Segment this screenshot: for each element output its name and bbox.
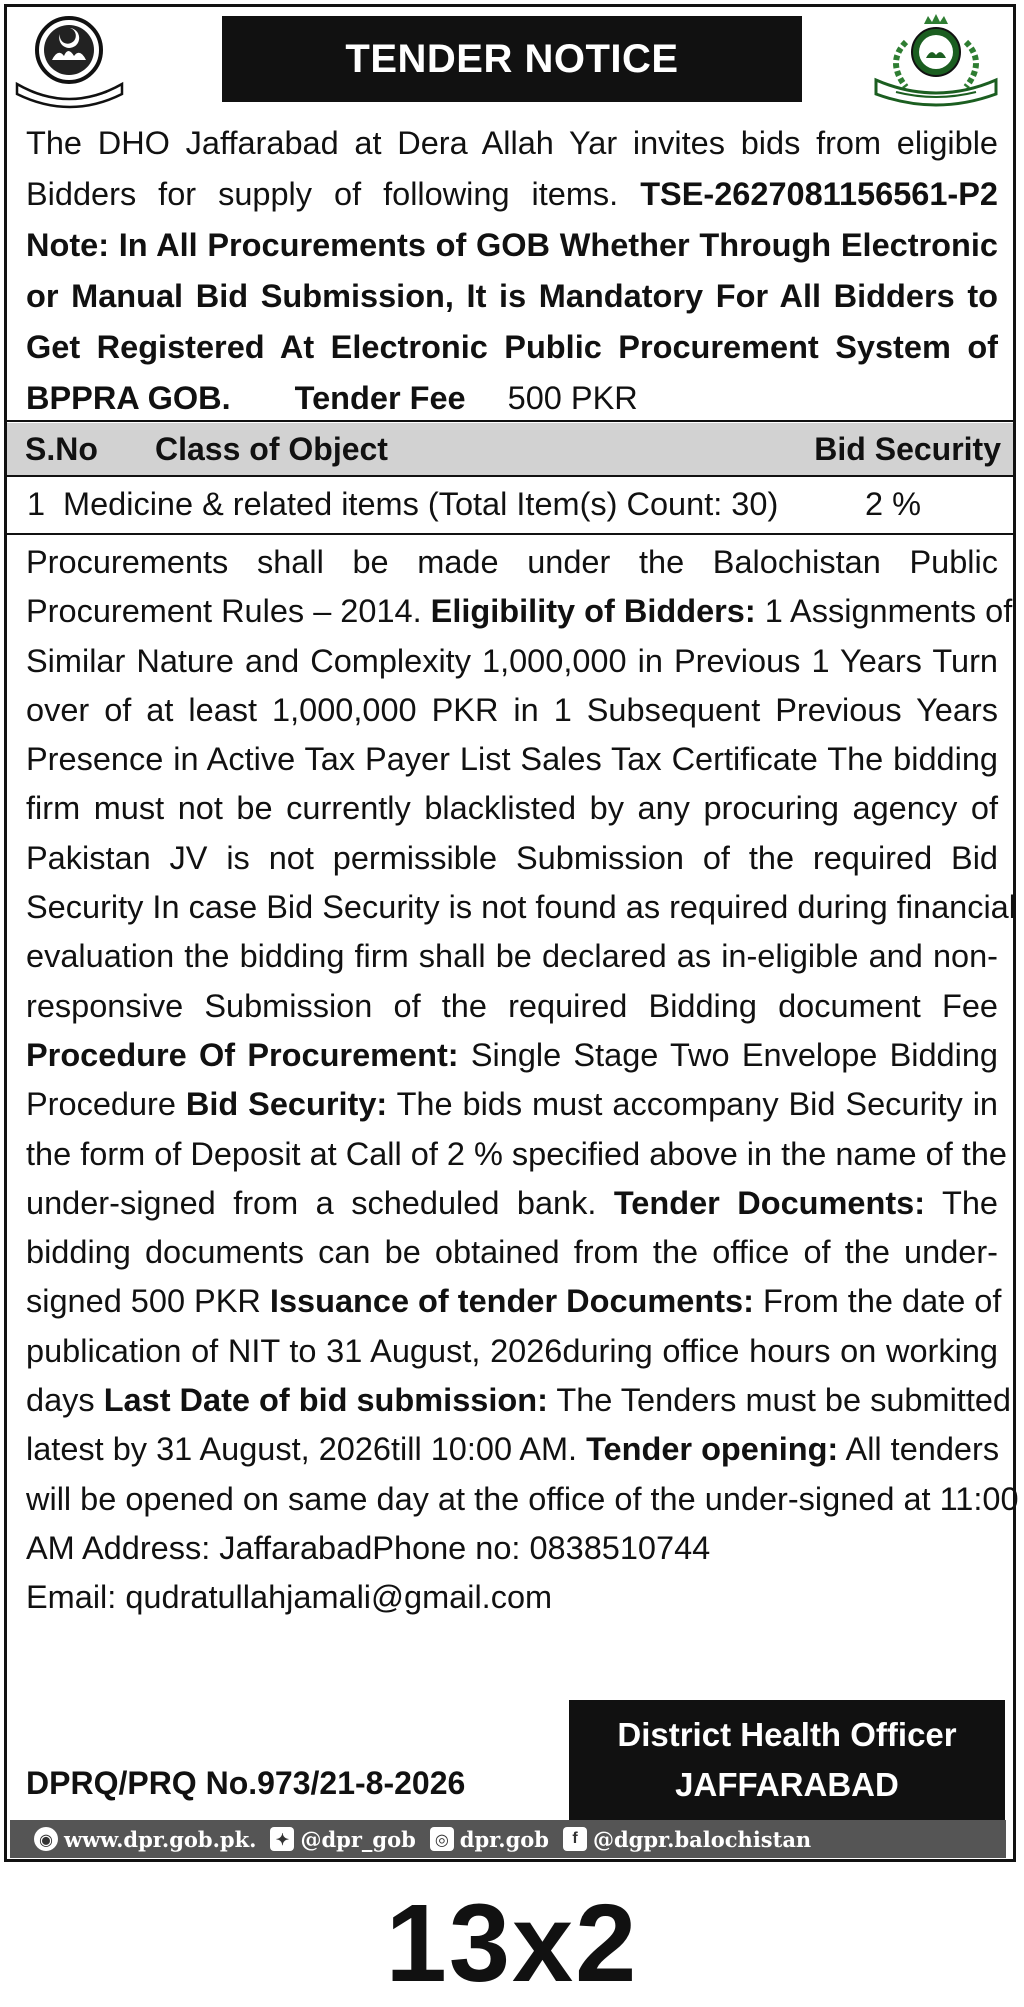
facebook-handle[interactable]: @dgpr.balochistan — [593, 1826, 812, 1852]
body-text: signed 500 PKR — [26, 1283, 261, 1320]
body-line: Pakistan JV is not permissible Submission of the required Bid — [26, 839, 998, 876]
body-line: publication of NIT to 31 August, 2026during office hours on working — [26, 1332, 998, 1369]
body-text: days — [26, 1382, 95, 1419]
footer-instagram[interactable] — [430, 1827, 549, 1852]
instagram-icon: ◎ — [430, 1827, 454, 1851]
body-line: responsive Submission of the required Bidding document Fee — [26, 987, 998, 1024]
note-line: Get Registered At Electronic Public Procurement System of — [26, 329, 998, 365]
cell-sno: 1 — [27, 486, 46, 522]
heading-issuance: Issuance of tender Documents: — [269, 1283, 754, 1320]
body-text: The Tenders must be submitted — [556, 1382, 1011, 1419]
cell-security: 2 % — [865, 486, 922, 522]
signatory-title: District Health Officer — [617, 1716, 957, 1753]
note-line: or Manual Bid Submission, It is Mandatory For All Bidders to — [26, 278, 998, 314]
footer-twitter[interactable] — [270, 1827, 415, 1852]
tender-fee-label: Tender Fee — [294, 380, 466, 416]
column-header-object: Class of Object — [155, 431, 388, 467]
intro-line: The DHO Jaffarabad at Dera Allah Yar invites bids from eligible — [26, 125, 998, 161]
ad-size-label: 13x2 — [385, 1882, 639, 2005]
address-line: AM Address: JaffarabadPhone no: 0838510744 — [26, 1529, 711, 1566]
divider — [4, 420, 1016, 422]
body-text: 1 Assignments of — [764, 593, 1013, 630]
signatory-district: JAFFARABAD — [675, 1766, 899, 1803]
body-text: Procurement Rules – 2014. — [26, 593, 422, 630]
intro-line: Bidders for supply of following items. — [26, 176, 619, 212]
table-header — [7, 423, 1013, 475]
body-text: latest by 31 August, 2026till 10:00 AM. — [26, 1431, 578, 1468]
column-header-sno: S.No — [25, 431, 98, 467]
signature-block — [569, 1700, 1005, 1822]
tender-reference: TSE-2627081156561-P2 — [640, 176, 998, 212]
column-header-security: Bid Security — [814, 431, 1001, 467]
cell-object: Medicine & related items (Total Item(s) Count: 30) — [63, 486, 779, 522]
body-line: Procurements shall be made under the Balochistan Public — [26, 544, 998, 580]
heading-procedure: Procedure Of Procurement: — [26, 1036, 459, 1073]
tender-fee-value: 500 PKR — [507, 380, 638, 416]
body-paragraph — [26, 538, 1019, 1623]
table-row — [7, 478, 1013, 534]
body-line: Similar Nature and Complexity 1,000,000 in Previous 1 Years Turn — [26, 642, 998, 679]
footer-website[interactable] — [34, 1827, 256, 1852]
email-line: Email: qudratullahjamali@gmail.com — [26, 1579, 553, 1616]
footer-bar — [10, 1820, 1006, 1858]
heading-eligibility: Eligibility of Bidders: — [430, 593, 756, 630]
balochistan-emblem-icon — [12, 12, 127, 112]
heading-last-date: Last Date of bid submission: — [103, 1382, 548, 1419]
divider — [4, 533, 1016, 535]
footer-facebook[interactable] — [563, 1827, 811, 1852]
divider — [4, 475, 1016, 477]
body-line: the form of Deposit at Call of 2 % specified above in the name of the — [26, 1135, 1007, 1172]
note-line: BPPRA GOB. — [26, 380, 231, 416]
body-line: will be opened on same day at the office of the under-signed at 11:00 — [26, 1480, 1019, 1517]
twitter-handle[interactable]: @dpr_gob — [300, 1826, 416, 1852]
body-text: The — [941, 1184, 998, 1221]
body-text: From the date of — [762, 1283, 1002, 1320]
body-text: The bids must accompany Bid Security in — [396, 1086, 999, 1123]
twitter-icon: ✦ — [270, 1827, 294, 1851]
globe-icon: ◉ — [34, 1827, 58, 1851]
heading-tender-opening: Tender opening: — [586, 1431, 839, 1468]
body-text: Procedure — [26, 1086, 176, 1123]
dgpr-emblem-icon — [866, 12, 1006, 112]
body-text: Single Stage Two Envelope Bidding — [470, 1036, 999, 1073]
intro-paragraph — [26, 118, 998, 424]
body-line: over of at least 1,000,000 PKR in 1 Subsequent Previous Years — [26, 691, 998, 728]
body-line: firm must not be currently blacklisted by any procuring agency of — [26, 790, 998, 827]
body-text: All tenders — [845, 1431, 1000, 1468]
body-line: evaluation the bidding firm shall be declared as in-eligible and non- — [26, 938, 998, 975]
website-link[interactable]: www.dpr.gob.pk. — [64, 1826, 257, 1852]
body-line: bidding documents can be obtained from the office of the under- — [26, 1234, 998, 1271]
body-text: under-signed from a scheduled bank. — [26, 1184, 597, 1221]
dprq-number: DPRQ/PRQ No.973/21-8-2026 — [26, 1765, 466, 1801]
heading-tender-documents: Tender Documents: — [613, 1184, 926, 1221]
body-line: Security In case Bid Security is not found as required during financial — [26, 889, 1016, 926]
facebook-icon: f — [563, 1827, 587, 1851]
body-line: Presence in Active Tax Payer List Sales Tax Certificate The bidding — [26, 741, 998, 778]
page-title: TENDER NOTICE — [222, 16, 802, 102]
note-line: Note: In All Procurements of GOB Whether Through Electronic — [26, 227, 998, 263]
instagram-handle[interactable]: dpr.gob — [459, 1826, 549, 1852]
heading-bid-security: Bid Security: — [185, 1086, 388, 1123]
